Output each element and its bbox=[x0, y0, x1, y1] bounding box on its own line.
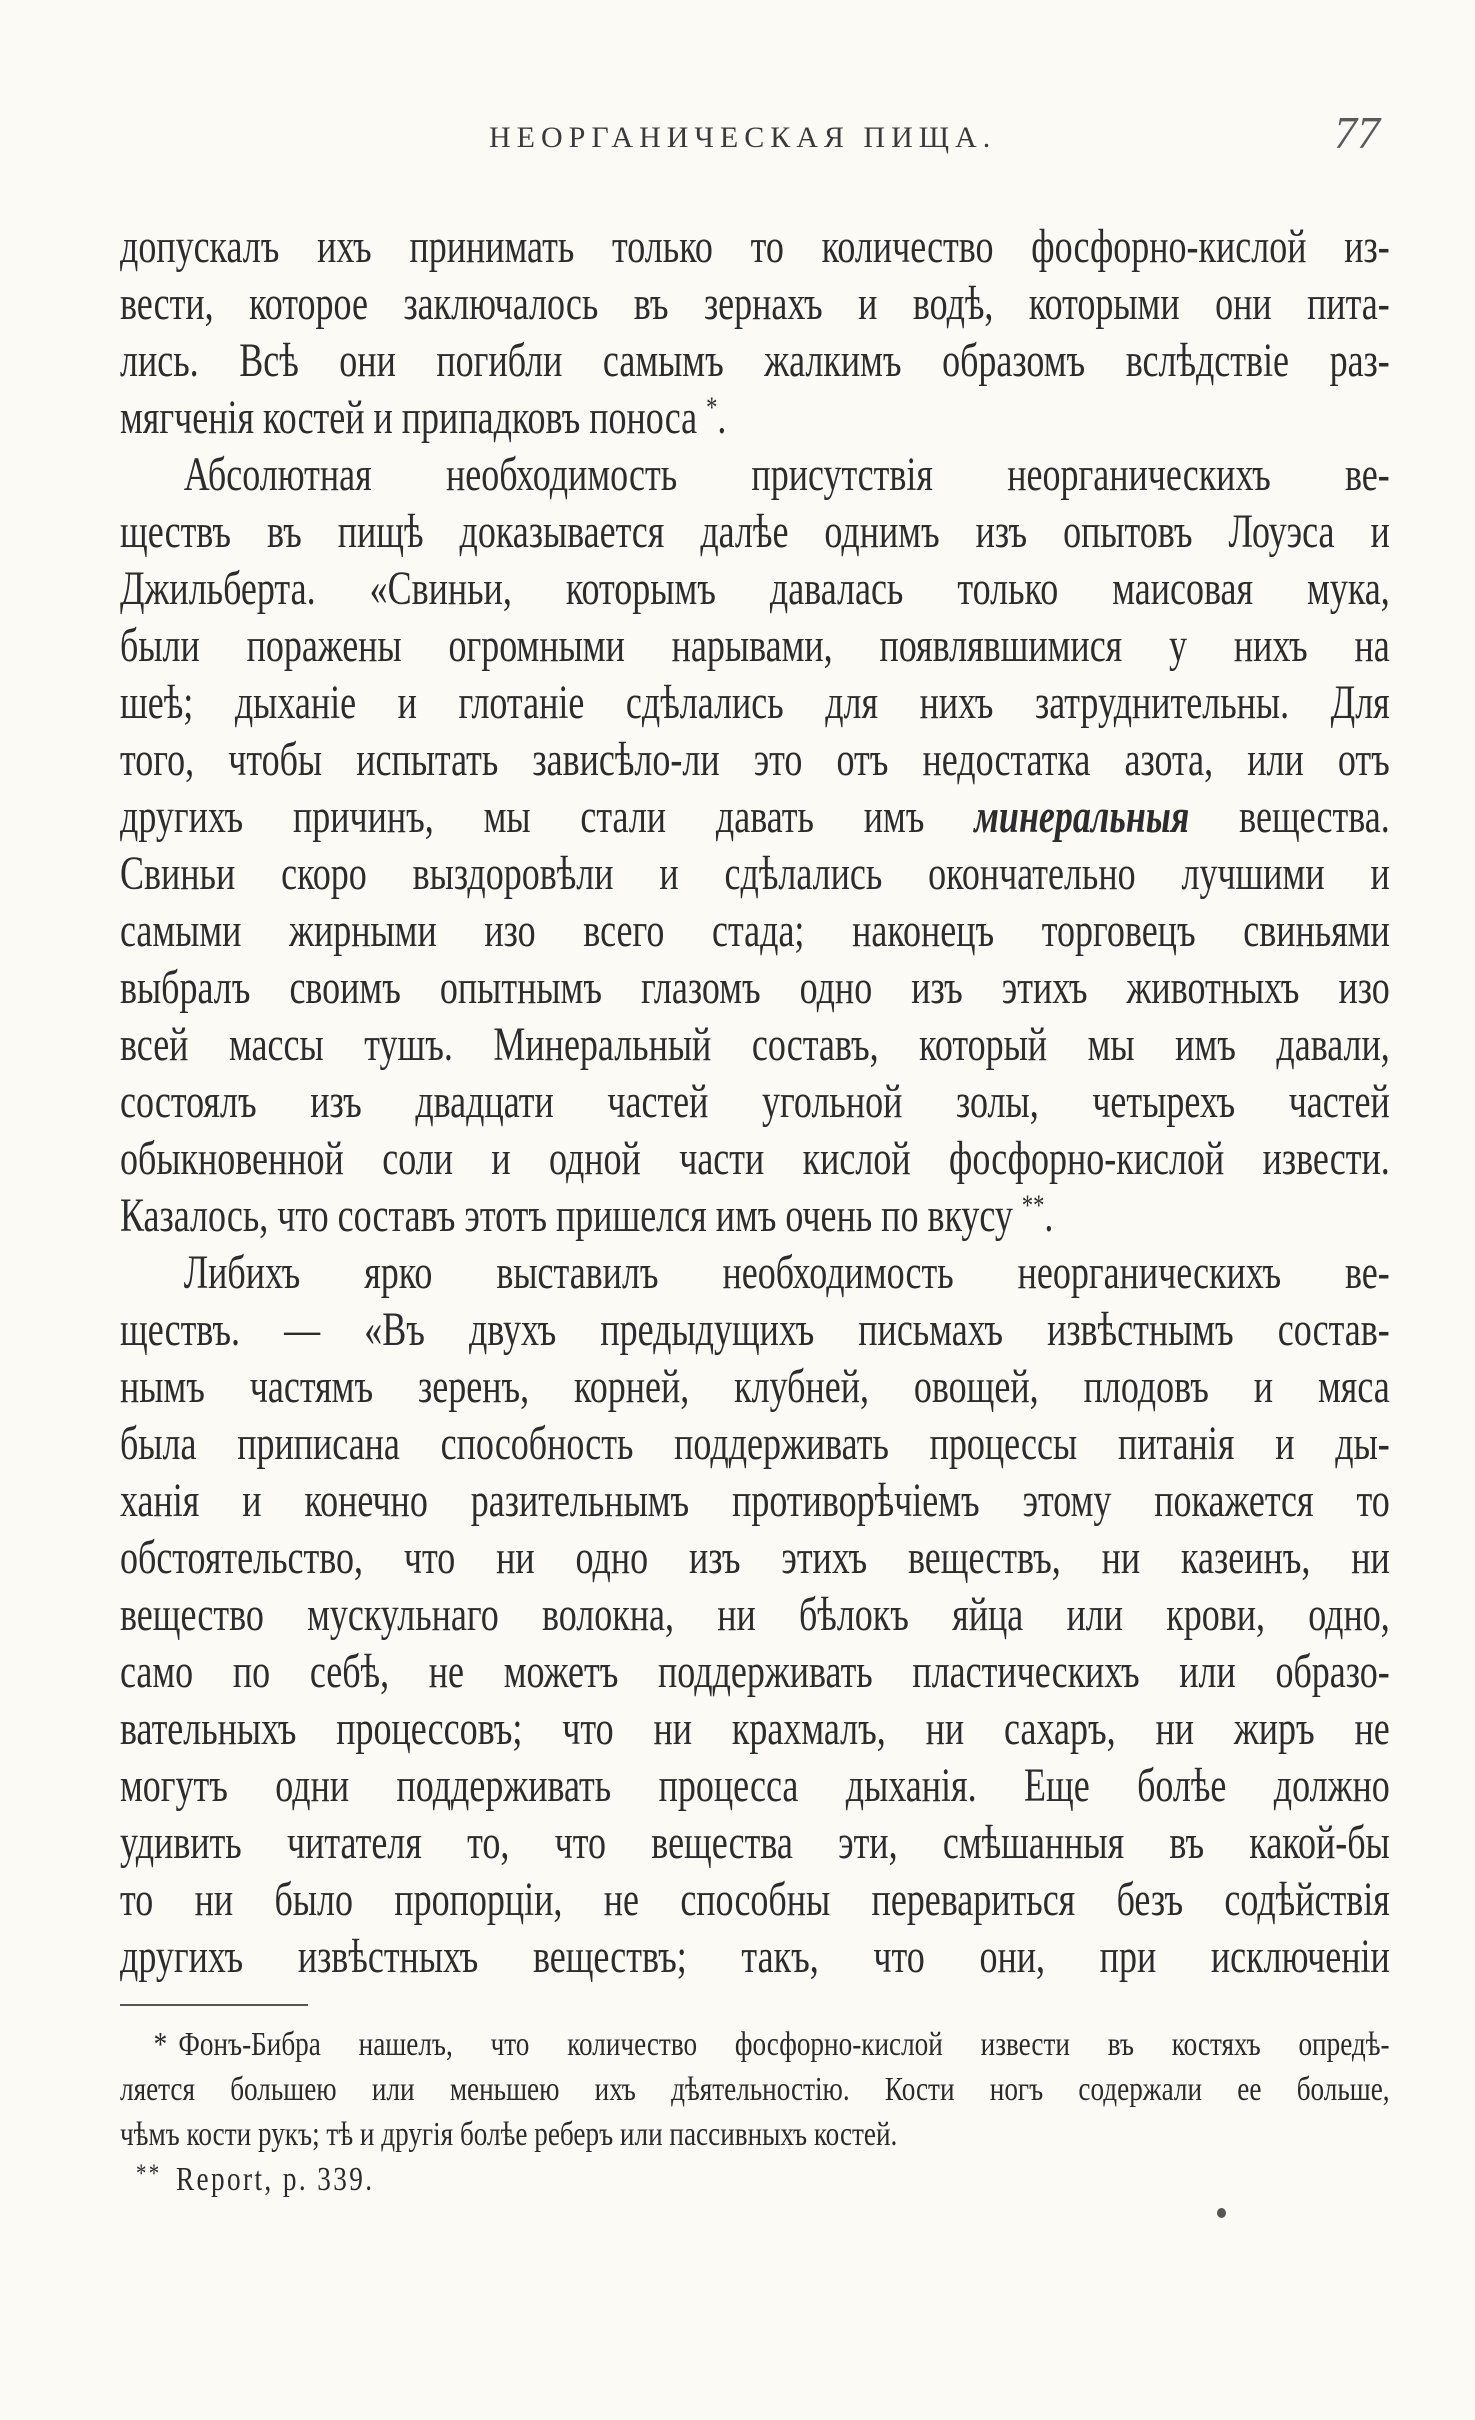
paragraph bbox=[120, 1244, 1390, 1985]
text-line: вести, которое заключалось въ зернахъ и водѣ, которыми они пита- bbox=[120, 277, 1390, 330]
text-line: ществъ въ пищѣ доказывается далѣе однимъ изъ опытовъ Лоуэса и bbox=[120, 505, 1390, 558]
text-segment: вещества. bbox=[1189, 790, 1390, 843]
text-line: удивить читателя то, что вещества эти, смѣшанныя въ какой-бы bbox=[120, 1816, 1390, 1869]
text-line: шеѣ; дыханіе и глотаніе сдѣлались для нихъ затруднительны. Для bbox=[120, 676, 1390, 729]
text-line: Либихъ ярко выставилъ необходимость неорганическихъ ве- bbox=[183, 1246, 1390, 1299]
text-line: Джильберта. «Свиньи, которымъ давалась только маисовая мука, bbox=[120, 562, 1390, 615]
text-line bbox=[120, 389, 1390, 446]
footnote bbox=[120, 2157, 1390, 2202]
text-line: всей массы тушъ. Минеральный составъ, который мы имъ давали, bbox=[120, 1018, 1390, 1071]
text-segment: Казалось, что составъ этотъ пришелся имъ очень по вкусу bbox=[120, 1189, 1022, 1242]
emphasized-word: минеральныя bbox=[974, 790, 1190, 843]
footnote-separator bbox=[120, 2004, 308, 2006]
text-segment: . bbox=[717, 391, 727, 444]
text-line: Абсолютная необходимость присутствія неорганическихъ ве- bbox=[183, 448, 1390, 501]
footnote-line: чѣмъ кости рукъ; тѣ и другія болѣе реберъ или пассивныхъ костей. bbox=[120, 2116, 898, 2153]
text-line: само по себѣ, не можетъ поддерживать пластическихъ или образо- bbox=[120, 1645, 1390, 1698]
text-line: то ни было пропорціи, не способны перевариться безъ содѣйствія bbox=[120, 1873, 1390, 1926]
text-line: другихъ извѣстныхъ веществъ; такъ, что они, при исключеніи bbox=[120, 1930, 1390, 1983]
text-line: обстоятельство, что ни одно изъ этихъ веществъ, ни казеинъ, ни bbox=[120, 1531, 1390, 1584]
text-line: ханія и конечно разительнымъ противорѣчіемъ этому покажется то bbox=[120, 1474, 1390, 1527]
running-head: НЕОРГАНИЧЕСКАЯ ПИЩА. bbox=[489, 121, 997, 154]
text-line: самыми жирными изо всего стада; наконецъ торговецъ свиньями bbox=[120, 904, 1390, 957]
text-line: допускалъ ихъ принимать только то количество фосфорно-кислой из- bbox=[120, 220, 1390, 273]
footnote-marker: ** bbox=[136, 2159, 162, 2188]
text-segment: мягченія костей и припадковъ поноса bbox=[120, 391, 707, 444]
footnote-text: Report, p. 339. bbox=[176, 2161, 375, 2198]
text-line bbox=[120, 788, 1390, 845]
text-line: обыкновенной соли и одной части кислой фосфорно-кислой извести. bbox=[120, 1132, 1390, 1185]
text-segment: другихъ причинъ, мы стали давать имъ bbox=[120, 790, 975, 843]
ink-spot bbox=[1217, 2208, 1226, 2218]
text-line: лись. Всѣ они погибли самымъ жалкимъ образомъ вслѣдствіе раз- bbox=[120, 334, 1390, 387]
text-line: Свиньи скоро выздоровѣли и сдѣлались окончательно лучшими и bbox=[120, 847, 1390, 900]
paragraph bbox=[120, 446, 1390, 1244]
text-line: состоялъ изъ двадцати частей угольной золы, четырехъ частей bbox=[120, 1075, 1390, 1128]
footnote-line bbox=[120, 2022, 1390, 2067]
text-line bbox=[120, 1187, 1390, 1244]
footnote-marker: * bbox=[153, 2026, 168, 2063]
text-line: выбралъ своимъ опытнымъ глазомъ одно изъ этихъ животныхъ изо bbox=[120, 961, 1390, 1014]
text-line: того, чтобы испытать зависѣло-ли это отъ недостатка азота, или отъ bbox=[120, 733, 1390, 786]
footnote-reference: ** bbox=[1021, 1189, 1045, 1222]
text-line: вательныхъ процессовъ; что ни крахмалъ, ни сахаръ, ни жиръ не bbox=[120, 1702, 1390, 1755]
paragraph bbox=[120, 218, 1390, 446]
footnote bbox=[120, 2022, 1390, 2157]
text-line: нымъ частямъ зеренъ, корней, клубней, овощей, плодовъ и мяса bbox=[120, 1360, 1390, 1413]
footnote-text: Фонъ-Бибра нашелъ, что количество фосфорно-кислой извести въ костяхъ опредѣ- bbox=[178, 2026, 1390, 2063]
page-number: 77 bbox=[1334, 107, 1380, 158]
footnotes bbox=[120, 2022, 1390, 2202]
footnote-line: ляется большею или меньшею ихъ дѣятельностію. Кости ногъ содержали ее больше, bbox=[120, 2071, 1390, 2108]
text-line: ществъ. — «Въ двухъ предыдущихъ письмахъ извѣстнымъ состав- bbox=[120, 1303, 1390, 1356]
text-segment: . bbox=[1044, 1189, 1054, 1242]
footnote-reference: * bbox=[706, 391, 718, 424]
main-text bbox=[120, 218, 1390, 1985]
footnote-line bbox=[120, 2157, 1390, 2202]
text-line: была приписана способность поддерживать процессы питанія и ды- bbox=[120, 1417, 1390, 1470]
text-line: были поражены огромными нарывами, появлявшимися у нихъ на bbox=[120, 619, 1390, 672]
text-line: вещество мускульнаго волокна, ни бѣлокъ яйца или крови, одно, bbox=[120, 1588, 1390, 1641]
text-line: могутъ одни поддерживать процесса дыханія. Еще болѣе должно bbox=[120, 1759, 1390, 1812]
